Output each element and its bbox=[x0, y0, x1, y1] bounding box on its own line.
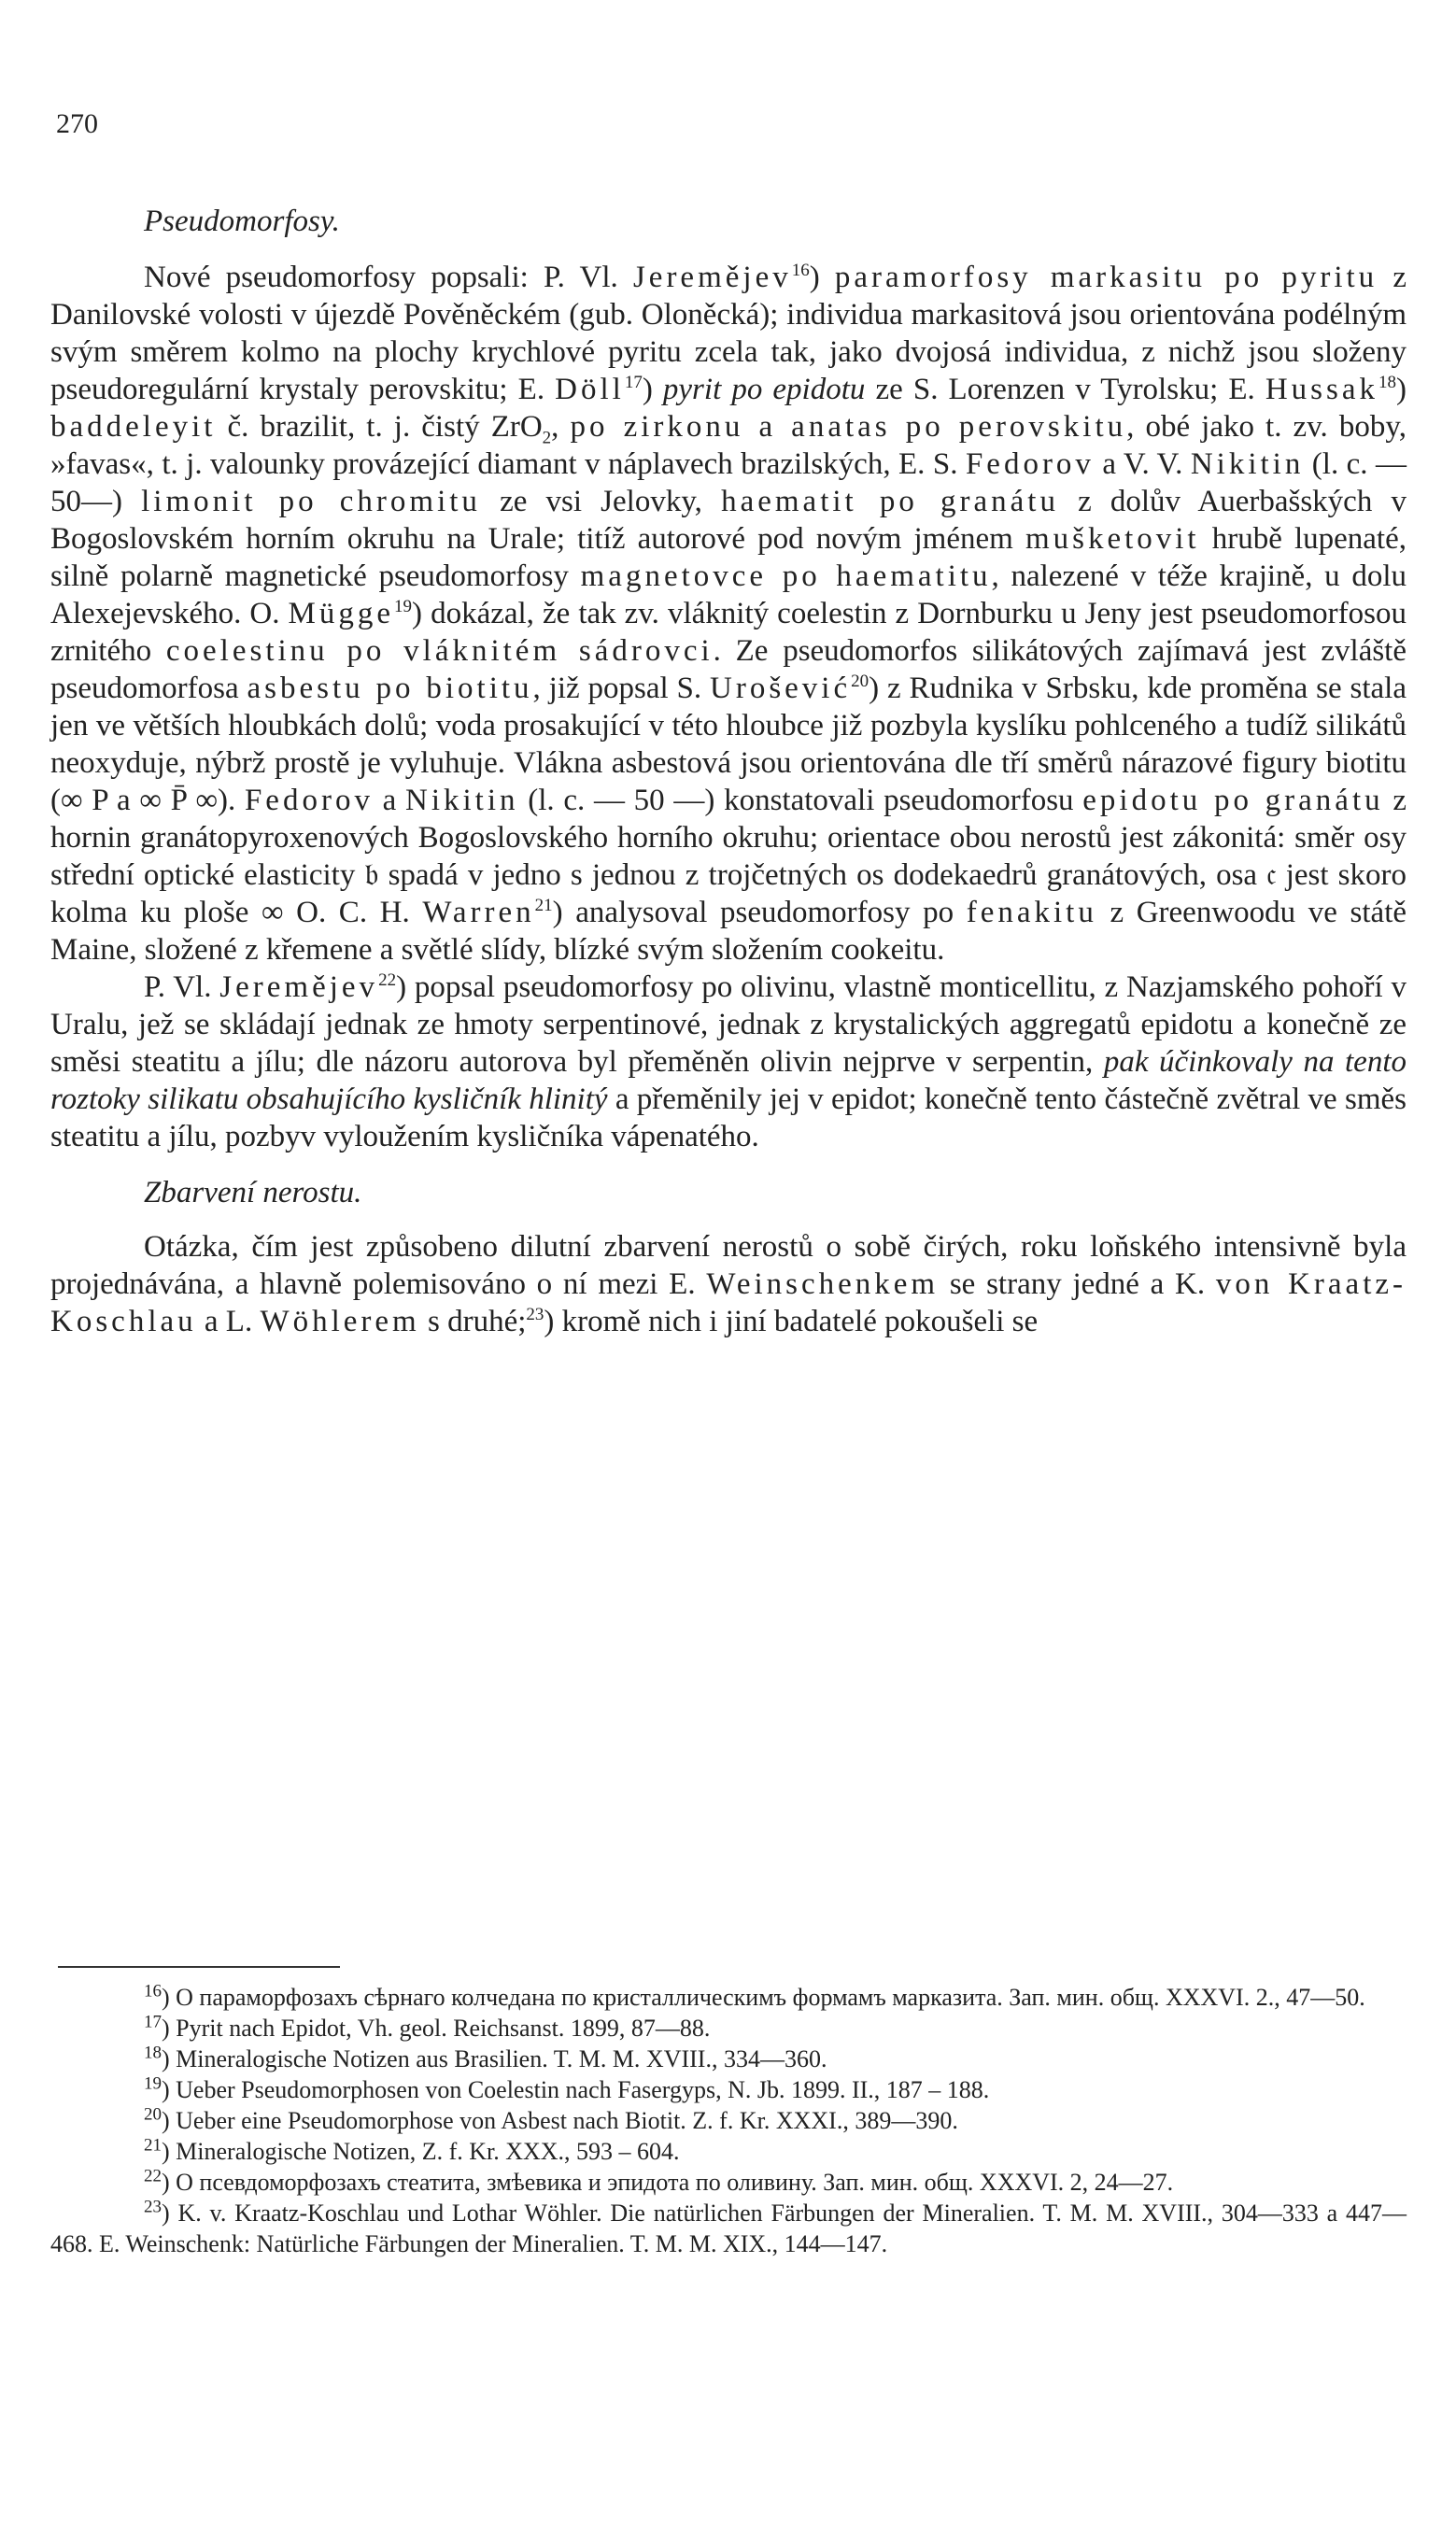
footnote-text: ) О псевдоморфозахъ стеатита, змѣевика и эпидота по оливину. Зап. мин. общ. XXXVI. 2, 24—27. bbox=[162, 2169, 1174, 2196]
author-name: Weinschenkem bbox=[706, 1267, 940, 1301]
footnote bbox=[50, 2044, 1407, 2074]
footnote-ref: 19 bbox=[394, 597, 413, 616]
mineral-term: coelestinu po vláknitém sádrovci bbox=[165, 634, 714, 668]
text-run: ze vsi Jelovky, bbox=[480, 485, 722, 518]
author-name: Hussak bbox=[1265, 373, 1378, 406]
footnote-ref: 22 bbox=[378, 970, 397, 990]
paragraph bbox=[50, 969, 1407, 1155]
footnote bbox=[50, 2136, 1407, 2167]
body-text bbox=[50, 201, 1407, 1340]
subscript: 2 bbox=[542, 428, 552, 448]
paragraph bbox=[50, 259, 1407, 969]
footnote bbox=[50, 2013, 1407, 2044]
footnote-text: ) Ueber Pseudomorphosen von Coelestin nach Fasergyps, N. Jb. 1899. II., 187 – 188. bbox=[162, 2076, 990, 2103]
author-name: Jeremějev bbox=[632, 261, 792, 294]
text-run: a L. bbox=[196, 1305, 261, 1338]
text-run: se strany jedné a K. bbox=[939, 1267, 1216, 1301]
section-heading-pseudomorfosy: Pseudomorfosy. bbox=[144, 205, 340, 238]
mineral-term: magnetovce po haematitu bbox=[580, 559, 992, 593]
footnote bbox=[50, 2167, 1407, 2198]
author-name: Wöhlerem bbox=[260, 1305, 420, 1338]
footnote-text: ) Mineralogische Notizen, Z. f. Kr. XXX., 593 – 604. bbox=[162, 2138, 680, 2165]
mineral-term: haematit po granátu bbox=[721, 485, 1059, 518]
text-run: ) bbox=[1395, 373, 1407, 406]
footnote-ref: 17 bbox=[624, 373, 643, 392]
page-number: 270 bbox=[56, 108, 98, 139]
text-run: ze S. Lorenzen v Tyrolsku; E. bbox=[865, 373, 1265, 406]
mineral-term: fenakitu bbox=[966, 896, 1097, 929]
mineral-term: pyrit po epidotu bbox=[662, 373, 866, 406]
text-run: , bbox=[551, 410, 571, 444]
footnotes bbox=[50, 1982, 1407, 2259]
author-name: Nikitin bbox=[1190, 447, 1305, 481]
text-run: hrubě lupenaté, silně polarně magnetické pseudomorfosy bbox=[50, 522, 1407, 593]
footnote-number: 19 bbox=[144, 2073, 162, 2094]
text-run: ) analysoval pseudomorfosy po bbox=[552, 896, 967, 929]
footnote-number: 18 bbox=[144, 2043, 162, 2063]
text-run: ) bbox=[642, 373, 663, 406]
author-name: Döll bbox=[555, 373, 625, 406]
footnote-number: 17 bbox=[144, 2012, 162, 2032]
mineral-term: mušketovit bbox=[1025, 522, 1200, 556]
footnote-ref: 18 bbox=[1378, 373, 1396, 392]
text-run: ) z Rudnika v Srbsku, kde proměna se stala jen ve větších hloubkách dolů; voda prosakující v této hloubce již pozbyla kyslíku pohlceného a tudíž silikátů neoxyduje, nýbrž prostě je vyluhuje. Vlákna asbestová jsou orientována dle tří směrů nárazové figury biotitu (∞ P a ∞ P̄ ∞). bbox=[50, 672, 1407, 817]
author-name: Urošević bbox=[710, 672, 852, 705]
text-run: ) popsal pseudomorfosy po olivinu, vlastně monticellitu, z Nazjamského pohoří v Uralu, jež se skládají jednak ze hmoty serpentinové, jednak z krystalických aggregatů epidotu a konečně ze směsi steatitu a jílu; dle názoru autorova byl přeměněn olivin nejprve v serpentin, bbox=[50, 970, 1407, 1079]
text-run: , nalezené v téže krajině, u dolu Alexejevského. O. bbox=[50, 559, 1407, 630]
text-run: ) kromě nich i jiní badatelé pokoušeli se bbox=[544, 1305, 1039, 1338]
mineral-term: po zirkonu a anatas po perovskitu bbox=[570, 410, 1127, 444]
footnote-number: 16 bbox=[144, 1981, 162, 2001]
author-name: von Kraatz-Koschlau bbox=[50, 1267, 1407, 1338]
author-name: Nikitin bbox=[405, 784, 519, 817]
author-name: Mügge bbox=[288, 597, 395, 630]
text-run: (l. c. —50—) bbox=[50, 447, 1407, 518]
footnote-number: 20 bbox=[144, 2104, 162, 2125]
footnote-text: ) Mineralogische Notizen aus Brasilien. T. M. M. XVIII., 334—360. bbox=[162, 2045, 827, 2072]
mineral-term: paramorfosy markasitu po pyritu bbox=[834, 261, 1378, 294]
text-run: Nové pseudomorfosy popsali: P. Vl. bbox=[144, 261, 633, 294]
text-run: a bbox=[373, 784, 406, 817]
footnote-divider bbox=[58, 1966, 340, 1968]
footnote bbox=[50, 2074, 1407, 2105]
footnote-number: 22 bbox=[144, 2166, 162, 2186]
author-name: Jeremějev bbox=[219, 970, 379, 1004]
footnote bbox=[50, 1982, 1407, 2013]
text-run: z Danilovské volosti v újezdě Pověněckém (gub. Oloněcká); individua markasitová jsou orientována podélným svým směrem kolmo na plochy krychlové pyritu zcela tak, jako dvojosá individua, z nichž jsou složeny pseudoregulární krystaly perovskitu; E. bbox=[50, 261, 1407, 406]
footnote-number: 21 bbox=[144, 2135, 162, 2156]
text-run: P. Vl. bbox=[144, 970, 220, 1004]
footnote bbox=[50, 2105, 1407, 2136]
footnote-ref: 21 bbox=[534, 896, 553, 915]
author-name: Fedorov bbox=[965, 447, 1095, 481]
section-heading-zbarveni: Zbarvení nerostu. bbox=[144, 1176, 362, 1209]
author-name: Fedorov bbox=[244, 784, 374, 817]
text-run: . Ze pseudomorfos silikátových zajímavá jest zvláště pseudomorfosa bbox=[50, 634, 1407, 705]
text-run: s druhé; bbox=[419, 1305, 527, 1338]
mineral-term: baddeleyit bbox=[50, 410, 217, 444]
footnote-ref: 20 bbox=[851, 672, 869, 691]
text-run: , již popsal S. bbox=[532, 672, 710, 705]
italic-run: pak účinkovaly na tento roztoky silikatu obsahujícího kysličník hlinitý bbox=[50, 1045, 1407, 1116]
paragraph bbox=[50, 1228, 1407, 1340]
text-run: z dolův Auerbašských v Bogoslovském horním okruhu na Urale; titíž autorové pod novým jménem bbox=[50, 485, 1407, 556]
text-run: z Greenwoodu ve státě Maine, složené z křemene a světlé slídy, blízké svým složením cookeitu. bbox=[50, 896, 1407, 967]
text-run: a přeměnily jej v epidot; konečně tento částečně zvětral ve směs steatitu a jílu, pozbyv vyloužením kysličníka vápenatého. bbox=[50, 1082, 1407, 1153]
footnote-text: ) О параморфозахъ сѣрнаго колчедана по кристаллическимъ формамъ марказита. Зап. мин. общ. XXXVI. 2., 47—50. bbox=[162, 1984, 1365, 2011]
footnote-text: ) Pyrit nach Epidot, Vh. geol. Reichsanst. 1899, 87—88. bbox=[162, 2015, 711, 2042]
text-run: (l. c. — 50 —) konstatovali pseudomorfosu bbox=[518, 784, 1083, 817]
text-run: a V. V. bbox=[1094, 447, 1191, 481]
footnote-ref: 23 bbox=[526, 1305, 544, 1324]
footnote-number: 23 bbox=[144, 2197, 162, 2217]
footnote-text: ) K. v. Kraatz-Koschlau und Lothar Wöhler. Die natürlichen Färbungen der Mineralien. T. M. M. XVIII., 304—333 a 447—468. E. Weinschenk: Natürliche Färbungen der Mineralien. T. M. M. XIX., 144—147. bbox=[50, 2199, 1407, 2257]
text-run: ) bbox=[809, 261, 835, 294]
author-name: Warren bbox=[422, 896, 535, 929]
mineral-term: limonit po chromitu bbox=[141, 485, 481, 518]
text-run: z hornin granátopyroxenových Bogoslovského horního okruhu; orientace obou nerostů jest zákonitá: směr osy střední optické elasticity 𝔟 spadá v jedno s jednou z trojčetných os dodekaedrů granátových, osa 𝔠 jest skoro kolma ku ploše ∞ O. C. H. bbox=[50, 784, 1407, 929]
footnote-text: ) Ueber eine Pseudomorphose von Asbest nach Biotit. Z. f. Kr. XXXI., 389—390. bbox=[162, 2107, 958, 2134]
footnote-ref: 16 bbox=[791, 261, 810, 280]
text-run: , obé jako t. zv. boby, »favas«, t. j. valounky provázející diamant v náplavech brazilských, E. S. bbox=[50, 410, 1407, 481]
text-run: Otázka, čím jest způsobeno dilutní zbarvení nerostů o sobě čirých, roku loňského intensivně byla projednávána, a hlavně polemisováno o ní mezi E. bbox=[50, 1230, 1407, 1301]
footnote bbox=[50, 2198, 1407, 2259]
text-run: č. brazilit, t. j. čistý ZrO bbox=[216, 410, 543, 444]
mineral-term: epidotu po granátu bbox=[1082, 784, 1384, 817]
mineral-term: asbestu po biotitu bbox=[247, 672, 533, 705]
text-run: ) dokázal, že tak zv. vláknitý coelestin z Dornburku u Jeny jest pseudomorfosou zrnitého bbox=[50, 597, 1407, 668]
